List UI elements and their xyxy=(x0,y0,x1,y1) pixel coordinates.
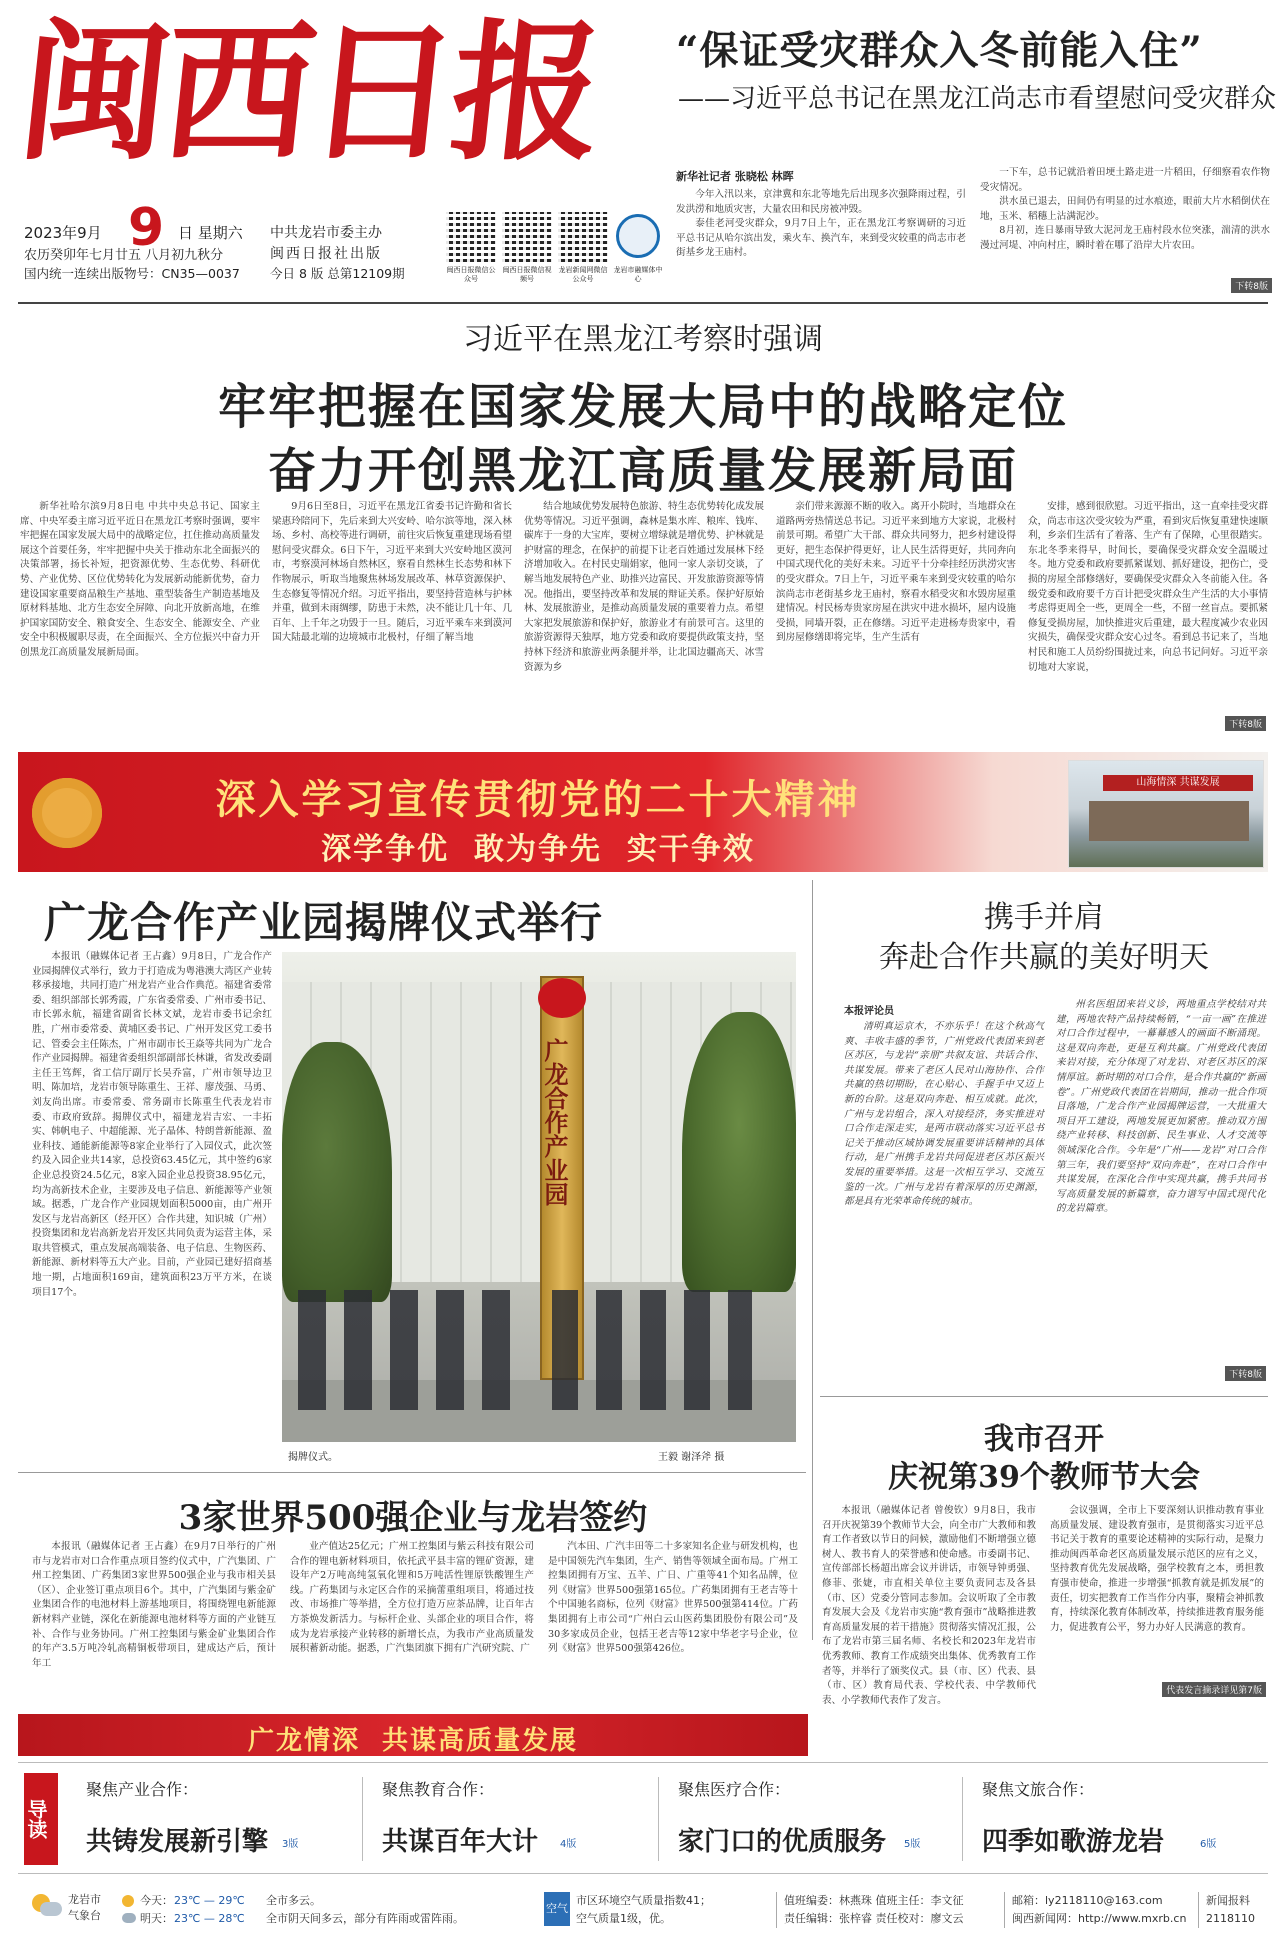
guide-title: 共铸发展新引擎 xyxy=(86,1827,269,1857)
main-headline-1[interactable]: 牢牢把握在国家发展大局中的战略定位 xyxy=(217,379,1068,435)
air-index: 市区环境空气质量指数41； xyxy=(576,1894,711,1907)
guide-topic: 聚焦产业合作： xyxy=(86,1780,199,1799)
guide-panel xyxy=(18,1762,1268,1874)
park-photo xyxy=(282,952,796,1442)
weekday: 日 星期六 xyxy=(178,224,243,242)
editors-line-1: 值班编委：林燕珠 值班主任：李文征 xyxy=(784,1894,964,1907)
teacher-headline-2[interactable]: 庆祝第39个教师节大会 xyxy=(888,1460,1200,1495)
banner-slogan: 深学争优 敢为争先 实干争效 xyxy=(321,832,755,867)
footer xyxy=(18,1882,1268,1946)
story500-headline[interactable]: 3家世界500强企业与龙岩签约 xyxy=(178,1498,648,1538)
main-headline-2[interactable]: 奋力开创黑龙江高质量发展新局面 xyxy=(267,443,1018,499)
hand-byline: 本报评论员 xyxy=(844,1006,894,1017)
guide-topic: 聚焦文旅合作： xyxy=(982,1780,1095,1799)
guide-label: 导读 xyxy=(24,1773,58,1865)
hotline-number[interactable]: 2118110 xyxy=(1206,1912,1255,1925)
teacher-col-2: 会议强调，全市上下要深刻认识推动教育事业高质量发展、建设教育强市，是贯彻落实习近平总书记关于教育的重要论述精神的实际行动，是聚力推动闽西革命老区高质量发展示范区的应有之义，坚持教育优先发展战略，强学校教育之本，勇担教育强市使命，推进一步增强“抓教育就是抓发展”的责任，切实把教育工作当作分内事，聚精会神抓教育，持续深化教育体制改革，持续推进教育服务能力，促进教育公平，努力办好人民满意的教育。 xyxy=(1050,1505,1264,1633)
website-link[interactable]: 闽西新闻网：http://www.mxrb.cn xyxy=(1012,1912,1187,1925)
main-kicker: 习近平在黑龙江考察时强调 xyxy=(463,322,823,357)
people-group-left xyxy=(298,1290,526,1410)
continued-link[interactable]: 下转8版 xyxy=(1225,716,1266,731)
photo-sign-text: 山海情深 共谋发展 xyxy=(1103,775,1253,791)
divider xyxy=(820,1396,1268,1397)
hand-col-1: 清明真运京木，不亦乐乎！在这个秋高气爽、丰收丰盛的季节，广州党政代表团来到老区苏区，与龙岩“亲朋”共叙友谊、共话合作、共谋发展。带来了老区人民对山海协作、合作共赢的热切期盼，在心贴心、手握手中又迈上新的台阶。这是双向奔赴、相互成就。此次，广州与龙岩组合，深入对接经济，务实推进对口合作走深走实，是两市联动落实习近平总书记关于推动区域协调发展重要讲话精神的具体行动，是广州携手龙岩共同促进老区苏区振兴发展的重要举措。这是一次相互学习、交流互鉴的一次。广州与龙岩有着深厚的历史渊源，都是具有光荣革命传统的城市。 xyxy=(844,1021,1044,1208)
qr-code[interactable] xyxy=(446,212,496,262)
guide-topic: 聚焦教育合作： xyxy=(382,1780,495,1799)
main-col-4: 亲们带来源源不断的收入。离开小院时，当地群众在道路两旁热情送总书记。习近平来到地方大家说，北极村前景可期。希望广大干部、群众共同努力，把乡村建设得更好，把生态保护得更好，让人民生活得更好，共同奔向中国式现代化的美好未来。习近平十分牵挂经历洪涝灾害的受灾群众。7日上午，习近平乘车来到受灾较重的哈尔滨尚志市老街基乡龙王庙村，察看水稻受灾和水毁房屋重建情况。村民杨寿贵家房屋在洪灾中进水损坏，屋内设施受损，同墙开裂，正在修缮。习近平走进杨寿贵家中，看到房屋修缮即将完毕，生产生活有 xyxy=(776,501,1016,644)
lead-subhead: ——习近平总书记在黑龙江尚志市看望慰问受灾群众 xyxy=(677,84,1276,114)
guide-page: 4版 xyxy=(560,1839,577,1850)
sun-icon xyxy=(122,1895,134,1907)
lunar-date: 农历癸卯年七月廿五 八月初九秋分 xyxy=(24,248,224,263)
divider xyxy=(1198,1892,1199,1928)
lead-byline: 新华社记者 张晓松 林晖 xyxy=(676,170,794,183)
guide-title: 家门口的优质服务 xyxy=(678,1827,887,1857)
guide-page: 6版 xyxy=(1200,1839,1217,1850)
main-col-3: 结合地域优势发展特色旅游、特生态优势转化成发展优势等情况。习近平强调，森林是集水库、粮库、钱库、碳库于一身的大宝库，要树立增绿就是增优势、护林就是护财富的理念，在保护的前提下让老百姓通过发展林下经济增加收入。在村民史瑞娟家，他同一家人亲切交谈，了解当地发展特色产业、助推兴边富民、开发旅游资源等情况。他指出，要坚持改革和发展的辩证关系。保护好原始林、发展旅游业，是推动高质量发展的重要着力点。希望大家把发展旅游和保护好，旅游业才有前景可言。这里的旅游资源得天独厚，地方党委和政府要提供政策支持，坚持林下经济和旅游业两条腿并举，让北国边疆高天、冰雪资源为乡 xyxy=(524,501,764,673)
main-story xyxy=(18,308,1268,748)
email-link[interactable]: 邮箱：ly2118110@163.com xyxy=(1012,1894,1163,1907)
weather-label: 龙岩市 xyxy=(68,1893,101,1906)
story500-col-3: 汽本田、广汽丰田等二十多家知名企业与研发机构，也是中国领先汽车集团，生产、销售等领域全面布局。广州工控集团拥有万宝、五羊、广日、广重等41个知名品牌，位列《财富》世界500强第165位。广药集团拥有王老吉等十个中国驰名商标，位列《财富》世界500强第414位。广药集团拥有上市公司“广州白云山医药集团股份有限公司”及30多家成员企业，包括王老吉等12家中华老字号企业，位列《财富》世界500强第426位。 xyxy=(548,1541,798,1655)
continued-link[interactable]: 下转8版 xyxy=(1225,1366,1266,1381)
divider xyxy=(658,1777,659,1861)
masthead-logo: 闽西日报 xyxy=(10,5,606,181)
media-logo-icon xyxy=(616,214,660,258)
divider xyxy=(962,1777,963,1861)
guide-page: 3版 xyxy=(282,1839,299,1850)
weather-icon xyxy=(32,1894,62,1916)
qr-label: 闽西日报微信视频号 xyxy=(502,266,552,283)
photo-caption: 揭牌仪式。 xyxy=(288,1452,338,1463)
lead-col-2: 一下车，总书记就沿着田埂土路走进一片稻田，仔细察看农作物受灾情况。 洪水虽已退去，田间仍有明显的过水痕迹，眼前大片水稻倒伏在地，玉米、稻穗上沾满泥沙。 8月初，连日暴雨导致大泥河龙王庙村段水位突涨，湍清的洪水漫过河堤、冲向村庄，瞬时着在哪了沿岸大片农田。 xyxy=(980,167,1270,251)
guide-item[interactable] xyxy=(660,1763,960,1873)
lead-headline[interactable]: “保证受灾群众入冬前能入住” xyxy=(676,28,1203,74)
tomorrow-label: 明天： xyxy=(140,1912,173,1925)
teacher-col-1: 本报讯（融媒体记者 曾俊钦）9月8日，我市召开庆祝第39个教师节大会，向全市广大教师和教育工作者致以节日的问候，激励他们不断增强立德树人、教书育人的荣誉感和使命感。市委副书记、宣传部部长杨超出席会议并讲话，市领导钟勇强、修菲、张婕，市直相关单位主要负责同志及各县（市、区）党委分管同志参加。会议听取了全市教育发展大会及《龙岩市实施“教育强市”战略推进教育高质量发展的若干措施》贯彻落实情况汇报，公布了龙岩市第三届名师、名校长和2023年龙岩市优秀教师、教育工作成绩突出集体、优秀教育工作者等，并举行了颁奖仪式。县（市、区）代表、县（市、区）教育局代表、学校代表、中学教师代表、小学教师代表作了发言。 xyxy=(822,1505,1036,1706)
banner-photo xyxy=(1068,760,1264,868)
hotline-label: 新闻报料 xyxy=(1206,1894,1250,1907)
divider xyxy=(1004,1892,1005,1928)
story-park xyxy=(18,878,808,1468)
slogan-strip xyxy=(18,1714,808,1756)
continued-link[interactable]: 代表发言摘录详见第7版 xyxy=(1162,1682,1266,1697)
story-500 xyxy=(18,1476,808,1706)
date-line: 2023年9月 xyxy=(24,224,102,242)
guide-item[interactable] xyxy=(364,1763,660,1873)
park-sign-text: 广龙合作产业园 xyxy=(540,1038,569,1206)
photo-credit: 王毅 谢泽斧 摄 xyxy=(658,1452,725,1463)
lead-col-1: 今年入汛以来，京津冀和东北等地先后出现多次强降雨过程，引发洪涝和地质灾害，大量农田和民房被冲毁。 泰佳老河受灾群众，9月7日上午，正在黑龙江考察调研的习近平总书记从哈尔滨出发，乘火车、换汽车，来到受灾较重的尚志市老街基乡龙王庙村。 xyxy=(676,189,966,259)
qr-code[interactable] xyxy=(502,212,552,262)
story500-col-2: 业产值达25亿元；广州工控集团与紫云科技有限公司合作的锂电新材料项目，依托武平县丰富的锂矿资源，建设年产2万吨高纯氢氧化锂和5万吨活性锂原铁酸锂生产线。广药集团与永定区合作的采摘蕾重组项目，将通过技改、市场推广等举措，全方位打造万应茶品牌，让百年古方茶焕发新活力。与标杆企业、头部企业的项目合作，将成为龙岩承接产业转移的新增长点，为我市产业高质量发展积蓄新动能。据悉，广汽集团旗下拥有广汽研究院、广 xyxy=(290,1541,534,1655)
slogan-text: 广龙情深 共谋高质量发展 xyxy=(247,1726,579,1756)
park-col-1: 本报讯（融媒体记者 王占鑫）9月8日，广龙合作产业园揭牌仪式举行，致力于打造成为粤港澳大湾区产业转移承接地，共同打造广州龙岩产业合作典范。福建省委常委、组织部部长郭秀霞，广东省委常委、广州市委书记、市长郭永航，福建省副省长林文斌，龙岩市委书记余红胜，广州市委常委、黄埔区委书记、广州开发区党工委书记、管委会主任陈杰，广州市副市长王焱等共同为广龙合作产业园揭牌。福建省委组织部副部长林谦，省发改委副主任王笃辉，省工信厅副厅长吴乔富，广州市领导边卫明、陈加培，龙岩市领导陈重生、王祥、廖茂强、马勇、刘友尚出席。市委常委、常务副市长陈重生代表龙岩市委、市政府致辞。揭牌仪式中，福建龙岩吉宏、一丰拓实、韩帆电子、中超能源、光子晶体、特朗普新能源、盈业科技、通能新能源等8家企业举行了入园仪式，此次签约及入园企业共14家，总投资63.45亿元，其中签约6家企业总投资24.5亿元，8家入园企业总投资38.95亿元，均为高新技术企业，主要涉及电子信息、新能源等产业领域。据悉，广龙合作产业园规划面积5000亩，由广州开发区与龙岩高新区（经开区）合作共建，知识城（广州）投资集团和龙岩高新龙岩开发区共同负责为运营主体，采取共管模式，重点发展高端装备、电子信息、生物医药、新能源、新材料等五大产业。目前，产业园已建好招商基地一期，占地面积169亩，建筑面积23万平方米，在谈项目17个。 xyxy=(32,951,272,1298)
publisher-1: 中共龙岩市委主办 xyxy=(270,225,382,241)
publisher-2: 闽西日报社出版 xyxy=(270,246,382,262)
qr-group xyxy=(446,212,663,292)
guide-title: 共谋百年大计 xyxy=(382,1827,539,1857)
hand-headline-2[interactable]: 奔赴合作共赢的美好明天 xyxy=(879,940,1209,975)
story-teacher xyxy=(820,1400,1268,1706)
main-col-5: 安排，感到很欣慰。习近平指出，这一直牵挂受灾群众，尚志市这次受灾较为严重，看到灾后恢复重建快速顺利，乡亲们生活有了着落、生产有了保障，心里很踏实。东北冬季来得早，时间长，要确保受灾群众安全温暖过冬。地方党委和政府要抓紧谋划、抓好建设，把伤亡，受损的房屋全部修缮好，要确保受灾群众入冬前能入住。各级党委和政府要千方百计把受灾群众生产生活的大小事情考虑得更周全一些，更周全一些，不留一丝盲点。要抓紧修复受损房屋，加快推进灾后重建，最大程度减少农业因灾损失，确保受灾群众安心过冬。看到总书记来了，当地村民和施工人员纷纷围拢过来，向总书记问好。习近平亲切地对大家说， xyxy=(1028,501,1268,673)
tomorrow-desc: 全市阴天间多云，部分有阵雨或雷阵雨。 xyxy=(266,1912,464,1925)
continued-link[interactable]: 下转8版 xyxy=(1231,278,1272,293)
tomorrow-temp: 23℃ — 28℃ xyxy=(174,1912,245,1925)
cloud-icon xyxy=(122,1913,136,1923)
hand-col-2: 州名医组团来岩义诊，两地重点学校结对共建，两地农特产品持续畅销，“一亩一画”在推进对口合作过程中，一幕幕感人的画面不断涌现。这是双向奔赴，更是互利共赢。广州党政代表团来岩对接，充分体现了对龙岩、对老区苏区的深情厚谊。新时期的对口合作，是合作共赢的“新画卷”。广州党政代表团在岩期间，推动一批合作项目落地，广龙合作产业园揭牌运营，一大批重大项目开工建设，两地发展更加紧密。推动双方围绕产业转移、科技创新、民生事业、人才交流等领域深化合作。今年是“广州——龙岩”对口合作第三年，我们要坚持“双向奔赴”，在对口合作中共谋发展，在深化合作中实现共赢，携手共同书写高质量发展的新篇章，奋力谱写中国式现代化的龙岩篇章。 xyxy=(1056,999,1266,1215)
building-shape xyxy=(1089,801,1249,841)
main-col-1: 新华社哈尔滨9月8日电 中共中央总书记、国家主席、中央军委主席习近平近日在黑龙江考察时强调，要牢牢把握在国家发展大局中的战略定位，扛住推动高质量发展这个首要任务，牢牢把握中央关于推动东北全面振兴的决策部署，扬长补短，把资源优势、生态优势、科研优势、产业优势、区位优势转化为发展新动能新优势，奋力建设国家重要商品粮生产基地、重型装备生产制造基地及原材料基地、北方生态安全屏障、向北开放新高地，在维护国家国防安全、粮食安全、生态安全、能源安全、产业安全中积极履职尽责，在全面振兴、全方位振兴中奋力开创黑龙江高质量发展新局面。 xyxy=(20,501,260,658)
divider xyxy=(18,302,1268,304)
issue-number: 今日 8 版 总第12109期 xyxy=(270,266,405,281)
divider xyxy=(812,880,813,1640)
qr-label: 龙岩市融媒体中心 xyxy=(613,266,663,283)
theme-banner xyxy=(18,752,1268,872)
main-col-2: 9月6日至8日，习近平在黑龙江省委书记许勤和省长梁惠玲陪同下，先后来到大兴安岭、哈尔滨等地，深入林场、乡村、高校等进行调研，前往灾后恢复重建现场看望慰问受灾群众。6日下午，习近平来到大兴安岭地区漠河市，考察漠河林场自然林区，察看自然林生长态势和林下作物展示，听取当地聚焦林场发展改革、林草资源保护、生态修复等情况介绍。习近平指出，要坚持营造林与护林并重，做到未雨绸缪，防患于未然，决不能让几十年、几百年、上千年之功毁于一旦。随后，习近平乘车来到漠河国大陆最北端的边境城市北极村，仔细了解当地 xyxy=(272,501,512,644)
lead-story xyxy=(664,6,1276,296)
banner-title: 深入学习宣传贯彻党的二十大精神 xyxy=(215,776,861,823)
divider xyxy=(362,1777,363,1861)
tree-shape xyxy=(682,1012,796,1292)
people-group-right xyxy=(552,1290,752,1410)
story-hand xyxy=(820,878,1268,1386)
sign-ribbon-icon xyxy=(538,978,586,1018)
guide-page: 5版 xyxy=(904,1839,921,1850)
day-number: 9 xyxy=(128,198,165,258)
tree-shape xyxy=(282,1042,392,1302)
cn-number: 国内统一连续出版物号：CN35—0037 xyxy=(24,266,240,281)
air-label: 空气 xyxy=(544,1892,570,1926)
guide-item[interactable] xyxy=(68,1763,364,1873)
divider xyxy=(18,1472,806,1473)
qr-code[interactable] xyxy=(558,212,608,262)
guide-item[interactable] xyxy=(964,1763,1264,1873)
guide-title: 四季如歌游龙岩 xyxy=(982,1827,1165,1857)
divider xyxy=(776,1892,777,1928)
today-temp: 23℃ — 29℃ xyxy=(174,1894,245,1907)
air-quality: 空气质量1级，优。 xyxy=(576,1912,671,1925)
park-headline[interactable]: 广龙合作产业园揭牌仪式举行 xyxy=(44,898,604,947)
editors-line-2: 责任编辑：张梓睿 责任校对：廖文云 xyxy=(784,1912,964,1925)
today-label: 今天： xyxy=(140,1894,173,1907)
story500-col-1: 本报讯（融媒体记者 王占鑫）在9月7日举行的广州市与龙岩市对口合作重点项目签约仪式中，广汽集团、广州工控集团、广药集团3家世界500强企业与我市相关县（区）、企业签订重点项目6个。其中，广汽集团与紫金矿业集团合作的电池材料上游基地项目，将围绕锂电新能源新材料产业链，深化在新能源电池材料等方面的产业链互补、合作与业务协同。广州工控集团与紫金矿业集团合作的年产3.5万吨冷轧高精铜板带项目，建成达产后，预计年工 xyxy=(32,1541,276,1669)
hand-headline-1[interactable]: 携手并肩 xyxy=(984,900,1104,935)
weather-station xyxy=(68,1892,124,1924)
guide-topic: 聚焦医疗合作： xyxy=(678,1780,791,1799)
qr-label: 龙岩新闻网微信公众号 xyxy=(558,266,608,283)
today-desc: 全市多云。 xyxy=(266,1894,321,1907)
cloud-shape xyxy=(40,1902,62,1916)
teacher-headline-1[interactable]: 我市召开 xyxy=(984,1422,1104,1457)
qr-label: 闽西日报微信公众号 xyxy=(446,266,496,283)
weather-label: 气象台 xyxy=(68,1909,101,1922)
